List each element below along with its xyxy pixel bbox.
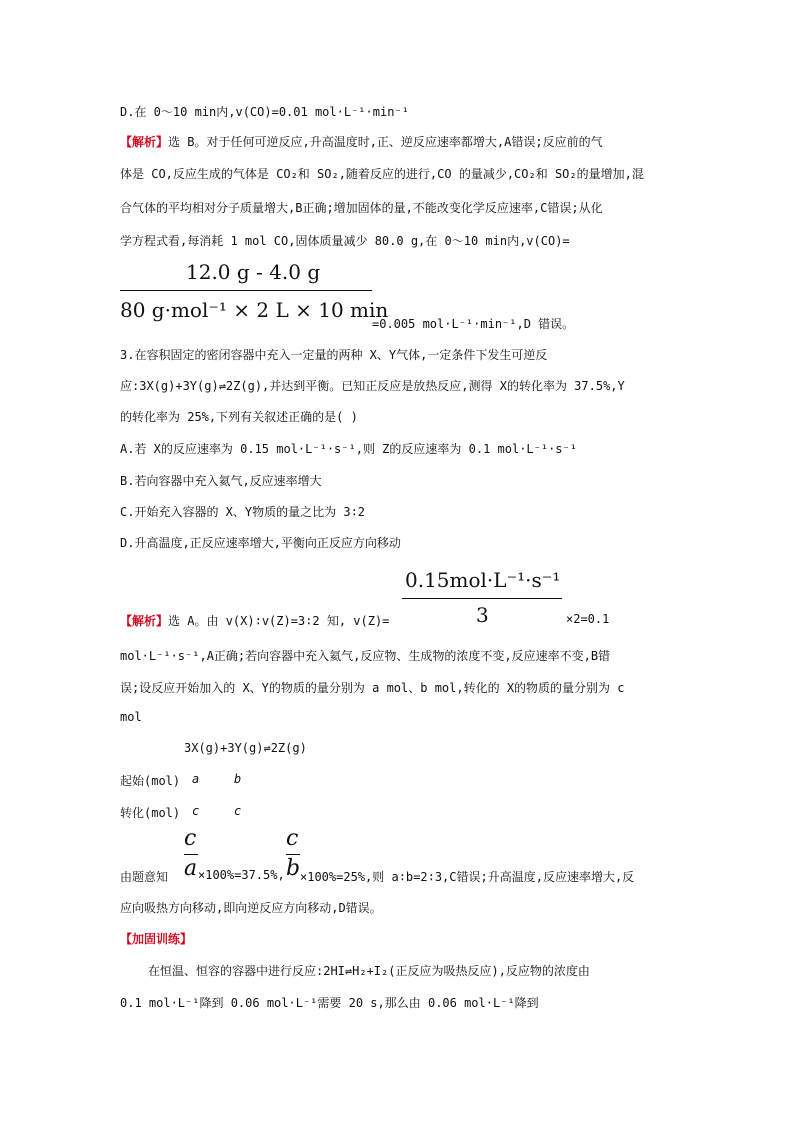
question-3-option-c: C.开始充入容器的 X、Y物质的量之比为 3∶2: [120, 505, 366, 519]
solution-line-2: mol·L⁻¹·s⁻¹,A正确;若向容器中充入氦气,反应物、生成物的浓度不变,反应速率不变,B错: [120, 649, 611, 663]
start-b: b: [234, 772, 242, 786]
reinforcement-tag: 【加固训练】: [120, 932, 193, 946]
option-d-line: D.在 0～10 min内,v(CO)=0.01 mol·L⁻¹·min⁻¹: [120, 105, 409, 119]
result-line-2: 应向吸热方向移动,即向逆反应方向移动,D错误。: [120, 901, 382, 915]
question-3-option-d: D.升高温度,正反应速率增大,平衡向正反应方向移动: [120, 536, 401, 550]
solution-line-1-tail: ×2=0.1: [566, 612, 610, 626]
fraction-4-bar: [286, 854, 300, 855]
solution-tag: 【解析】: [120, 614, 169, 628]
solution-line-3: 误;设反应开始加入的 X、Y的物质的量分别为 a mol、b mol,转化的 X的物质的量分别为 c: [120, 681, 625, 695]
start-row-label: 起始(mol): [120, 774, 181, 788]
analysis-text: 选 B。对于任何可逆反应,升高温度时,正、逆反应速率都增大,A错误;反应前的气: [168, 135, 603, 149]
fraction-4-denominator: b: [286, 856, 301, 881]
fraction-1-result: =0.005 mol·L⁻¹·min⁻¹,D 错误。: [372, 317, 575, 331]
analysis-line-2: 体是 CO,反应生成的气体是 CO₂和 SO₂,随着反应的进行,CO 的量减少,CO₂和 SO₂的量增加,混: [120, 167, 644, 181]
fraction-3-denominator: a: [184, 856, 198, 881]
fraction-2-denominator: 3: [476, 603, 489, 627]
solution-line-4: mol: [120, 710, 142, 724]
fraction-2-bar: [402, 598, 562, 599]
fraction-3-numerator: c: [184, 826, 197, 851]
question-3-line-2: 应:3X(g)+3Y(g)⇌2Z(g),并达到平衡。已知正反应是放热反应,测得 X的转化率为 37.5%,Y: [120, 379, 625, 393]
fraction-2-numerator: 0.15mol·L⁻¹·s⁻¹: [405, 568, 561, 592]
practice-line-1: 在恒温、恒容的容器中进行反应:2HI⇌H₂+I₂(正反应为吸热反应),反应物的浓度由: [148, 964, 590, 978]
start-a: a: [192, 772, 200, 786]
solution-text: 选 A。由 v(X)∶v(Z)=3∶2 知, v(Z)=: [168, 614, 390, 628]
result-line-prefix: 由题意知: [120, 870, 169, 884]
analysis-line-3: 合气体的平均相对分子质量增大,B正确;增加固体的量,不能改变化学反应速率,C错误;从化: [120, 201, 603, 215]
question-3-line-3: 的转化率为 25%,下列有关叙述正确的是( ): [120, 410, 358, 424]
fraction-3-bar: [184, 854, 198, 855]
fraction-1-numerator: 12.0 g - 4.0 g: [186, 260, 321, 284]
fraction-1-denominator: 80 g·mol⁻¹ × 2 L × 10 min: [120, 298, 389, 322]
question-3-option-b: B.若向容器中充入氦气,反应速率增大: [120, 474, 322, 488]
fraction-4-numerator: c: [286, 826, 299, 851]
solution-line-1: [120, 612, 389, 629]
result-line-tail: ×100%=25%,则 a∶b=2∶3,C错误;升高温度,反应速率增大,反: [300, 870, 635, 884]
analysis-tag: 【解析】: [120, 135, 169, 149]
fraction-1-bar: [120, 290, 372, 291]
equation: 3X(g)+3Y(g)⇌2Z(g): [184, 741, 307, 755]
conversion-row-label: 转化(mol): [120, 806, 181, 820]
conversion-c-2: c: [234, 804, 242, 818]
practice-line-2: 0.1 mol·L⁻¹降到 0.06 mol·L⁻¹需要 20 s,那么由 0.06 mol·L⁻¹降到: [120, 996, 539, 1010]
analysis-line-1: [120, 133, 603, 150]
question-3-line-1: 3.在容积固定的密闭容器中充入一定量的两种 X、Y气体,一定条件下发生可逆反: [120, 348, 548, 362]
analysis-line-4: 学方程式看,每消耗 1 mol CO,固体质量减少 80.0 g,在 0～10 min内,v(CO)=: [120, 234, 570, 248]
result-line-mid: ×100%=37.5%,: [198, 868, 285, 882]
question-3-option-a: A.若 X的反应速率为 0.15 mol·L⁻¹·s⁻¹,则 Z的反应速率为 0.1 mol·L⁻¹·s⁻¹: [120, 442, 577, 456]
conversion-c-1: c: [192, 804, 200, 818]
